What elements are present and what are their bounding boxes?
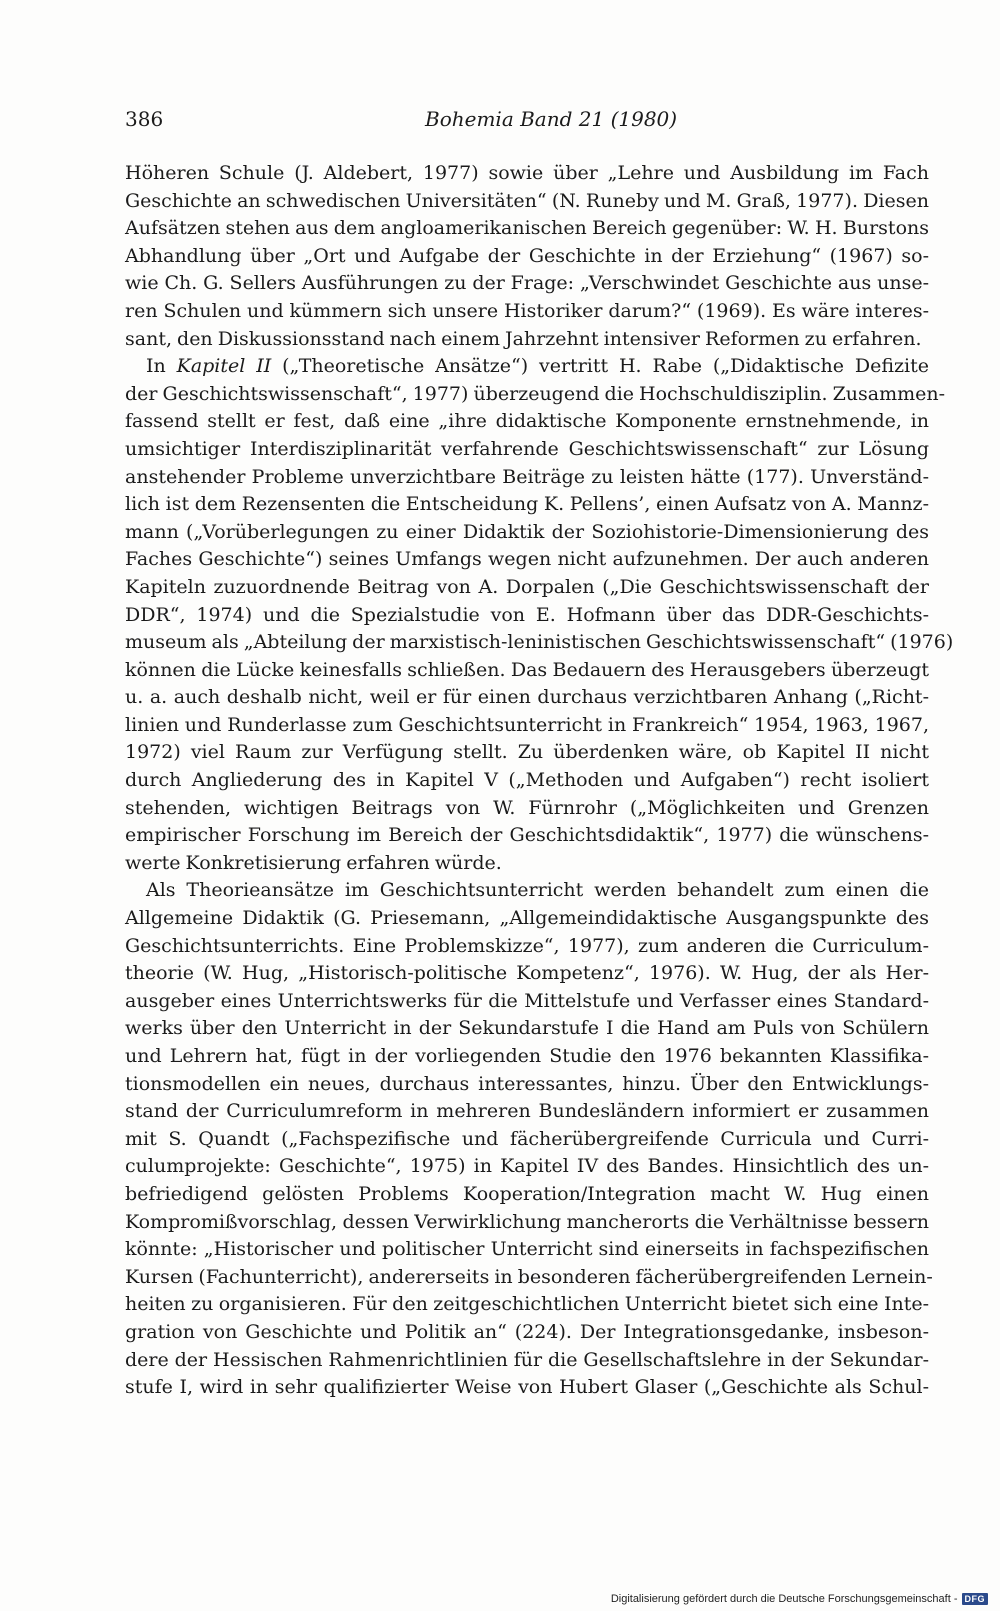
text-line: mit S. Quandt („Fachspezifische und fächerübergreifende Curricula und Curri- — [125, 1127, 929, 1150]
footer-text: Digitalisierung gefördert durch die Deutsche Forschungsgemeinschaft - — [610, 1593, 958, 1605]
text-run: In — [146, 355, 177, 378]
text-line: Faches Geschichte“) seines Umfangs wegen nicht aufzunehmen. Der auch anderen — [125, 548, 929, 571]
text-line: umsichtiger Interdisziplinarität verfahrende Geschichtswissenschaft“ zur Lösung — [125, 437, 929, 460]
text-line: Abhandlung über „Ort und Aufgabe der Geschichte in der Erziehung“ (1967) so- — [125, 244, 929, 267]
text-line: stand der Curriculumreform in mehreren Bundesländern informiert er zusammen — [125, 1100, 929, 1123]
text-line: stehenden, wichtigen Beitrags von W. Fürnrohr („Möglichkeiten und Grenzen — [125, 796, 929, 819]
text-line: Höheren Schule (J. Aldebert, 1977) sowie über „Lehre und Ausbildung im Fach — [125, 162, 929, 184]
text-line: u. a. auch deshalb nicht, weil er für einen durchaus verzichtbaren Anhang („Richt- — [125, 686, 929, 709]
running-head — [125, 104, 925, 134]
text-line: befriedigend gelösten Problems Kooperation/Integration macht W. Hug einen — [125, 1182, 929, 1205]
text-line: DDR“, 1974) und die Spezialstudie von E. Hofmann über das DDR-Geschichts- — [125, 603, 929, 626]
text-line: museum als „Abteilung der marxistisch-leninistischen Geschichtswissenschaft“ (1976) — [125, 631, 954, 654]
text-line: fassend stellt er fest, daß eine „ihre didaktische Komponente ernstnehmende, in — [125, 410, 929, 433]
running-title: Bohemia Band 21 (1980) — [425, 107, 678, 131]
text-line: können die Lücke keinesfalls schließen. Das Bedauern des Herausgebers überzeugt — [125, 658, 929, 681]
text-line: ausgeber eines Unterrichtswerks für die Mittelstufe und Verfasser eines Standard- — [125, 989, 929, 1012]
text-line: werks über den Unterricht in der Sekundarstufe I die Hand am Puls von Schülern — [125, 1017, 929, 1040]
text-line — [125, 353, 929, 381]
text-line: der Geschichtswissenschaft“, 1977) überzeugend die Hochschuldisziplin. Zusammen- — [125, 382, 946, 405]
text-line: dere der Hessischen Rahmenrichtlinien für die Gesellschaftslehre in der Sekundar- — [125, 1348, 929, 1371]
text-line: Kompromißvorschlag, dessen Verwirklichung mancherorts die Verhältnisse bessern — [125, 1210, 929, 1233]
text-line: könnte: „Historischer und politischer Unterricht sind einerseits in fachspezifischen — [125, 1238, 929, 1261]
text-line: anstehender Probleme unverzichtbare Beiträge zu leisten hätte (177). Unverständ- — [125, 465, 929, 488]
text-line: wie Ch. G. Sellers Ausführungen zu der Frage: „Verschwindet Geschichte aus unse- — [125, 272, 929, 295]
text-line: Als Theorieansätze im Geschichtsunterricht werden behandelt zum einen die — [146, 879, 929, 902]
text-line: und Lehrern hat, fügt in der vorliegenden Studie den 1976 bekannten Klassifika- — [125, 1045, 929, 1067]
body-text — [125, 160, 954, 1402]
text-line: gration von Geschichte und Politik an“ (224). Der Integrationsgedanke, insbeson- — [125, 1320, 929, 1343]
paragraph-2 — [125, 353, 954, 877]
text-line: empirischer Forschung im Bereich der Geschichtsdidaktik“, 1977) die wünschens- — [125, 824, 929, 847]
text-line: sant, den Diskussionsstand nach einem Jahrzehnt intensiver Reformen zu erfahren. — [125, 327, 922, 350]
text-line: Kursen (Fachunterricht), andererseits in besonderen fächerübergreifenden Lernein- — [125, 1265, 933, 1288]
text-line: durch Angliederung des in Kapitel V („Methoden und Aufgaben“) recht isoliert — [125, 769, 929, 792]
text-line: Aufsätzen stehen aus dem angloamerikanischen Bereich gegenüber: W. H. Burstons — [125, 217, 929, 240]
text-line: heiten zu organisieren. Für den zeitgeschichtlichen Unterricht bietet sich eine Inte- — [125, 1293, 929, 1316]
text-line: werte Konkretisierung erfahren würde. — [125, 851, 502, 874]
paragraph-3 — [125, 877, 933, 1401]
text-line: stufe I, wird in sehr qualifizierter Weise von Hubert Glaser („Geschichte als Schul- — [125, 1376, 929, 1399]
text-line: lich ist dem Rezensenten die Entscheidung K. Pellens’, einen Aufsatz von A. Mannz- — [125, 493, 929, 516]
text-line: culumprojekte: Geschichte“, 1975) in Kapitel IV des Bandes. Hinsichtlich des un- — [125, 1155, 929, 1178]
text-line: Geschichte an schwedischen Universitäten“ (N. Runeby und M. Graß, 1977). Diesen — [125, 189, 929, 212]
paragraph-1 — [125, 160, 929, 353]
digitization-footer — [611, 1593, 988, 1605]
text-line: mann („Vorüberlegungen zu einer Didaktik der Soziohistorie-Dimensionierung des — [125, 520, 929, 543]
dfg-logo-icon: DFG — [962, 1593, 989, 1605]
text-line: theorie (W. Hug, „Historisch-politische Kompetenz“, 1976). W. Hug, der als Her- — [125, 962, 929, 985]
text-line: 1972) viel Raum zur Verfügung stellt. Zu überdenken wäre, ob Kapitel II nicht — [125, 741, 929, 764]
text-line: ren Schulen und kümmern sich unsere Historiker darum?“ (1969). Es wäre interes- — [125, 299, 929, 322]
text-line: linien und Runderlasse zum Geschichtsunterricht in Frankreich“ 1954, 1963, 1967, — [125, 713, 929, 736]
page-number: 386 — [125, 107, 164, 131]
chapter-reference: Kapitel II — [176, 355, 272, 378]
text-run: („Theoretische Ansätze“) vertritt H. Rabe („Didaktische Defizite — [271, 355, 929, 378]
text-line: Geschichtsunterrichts. Eine Problemskizze“, 1977), zum anderen die Curriculum- — [125, 934, 929, 957]
text-line: Allgemeine Didaktik (G. Priesemann, „Allgemeindidaktische Ausgangspunkte des — [125, 907, 929, 930]
text-line: tionsmodellen ein neues, durchaus interessantes, hinzu. Über den Entwicklungs- — [125, 1072, 929, 1095]
text-line: Kapiteln zuzuordnende Beitrag von A. Dorpalen („Die Geschichtswissenschaft der — [125, 575, 929, 598]
